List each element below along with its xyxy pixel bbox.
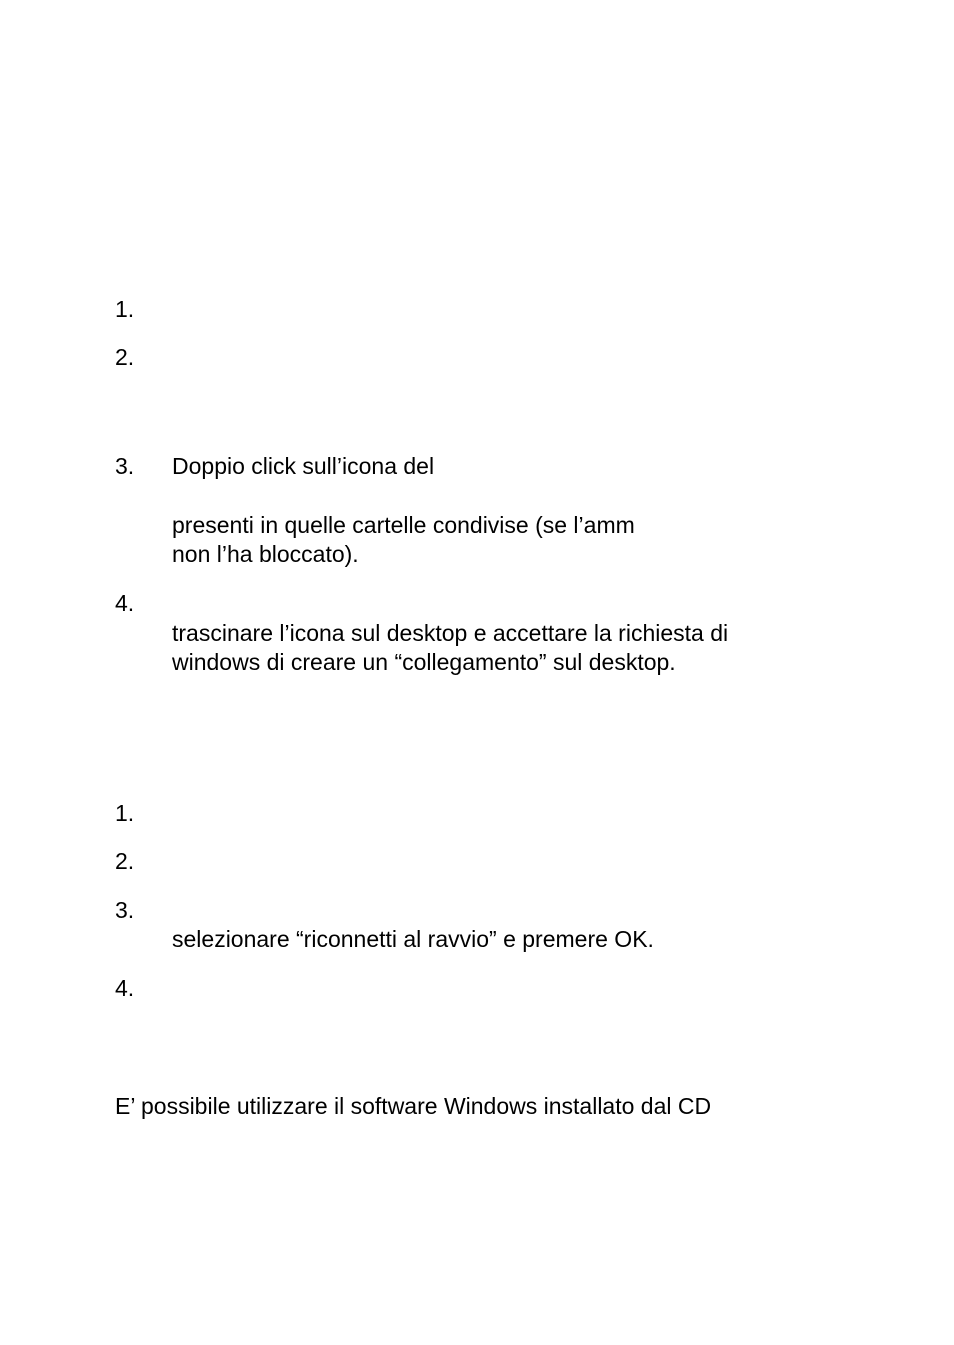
body-paragraph: E’ possibile utilizzare il software Windows installato dal CD [115, 1093, 712, 1119]
list-number: 1. [115, 296, 135, 322]
list-number: 1. [115, 800, 135, 826]
list-number: 2. [115, 344, 135, 370]
list-item-text: windows di creare un “collegamento” sul desktop. [172, 649, 676, 675]
list-item-text: presenti in quelle cartelle condivise (se l’amm [172, 512, 635, 538]
list-number: 4. [115, 975, 135, 1001]
list-item-text: non l’ha bloccato). [172, 541, 359, 567]
list-number: 4. [115, 590, 135, 616]
list-number: 3. [115, 453, 135, 479]
list-item-text: selezionare “riconnetti al ravvio” e premere OK. [172, 926, 654, 952]
list-number: 3. [115, 897, 135, 923]
list-item-text: trascinare l’icona sul desktop e accettare la richiesta di [172, 620, 729, 646]
list-item-text: Doppio click sull’icona del [172, 453, 435, 479]
list-number: 2. [115, 848, 135, 874]
